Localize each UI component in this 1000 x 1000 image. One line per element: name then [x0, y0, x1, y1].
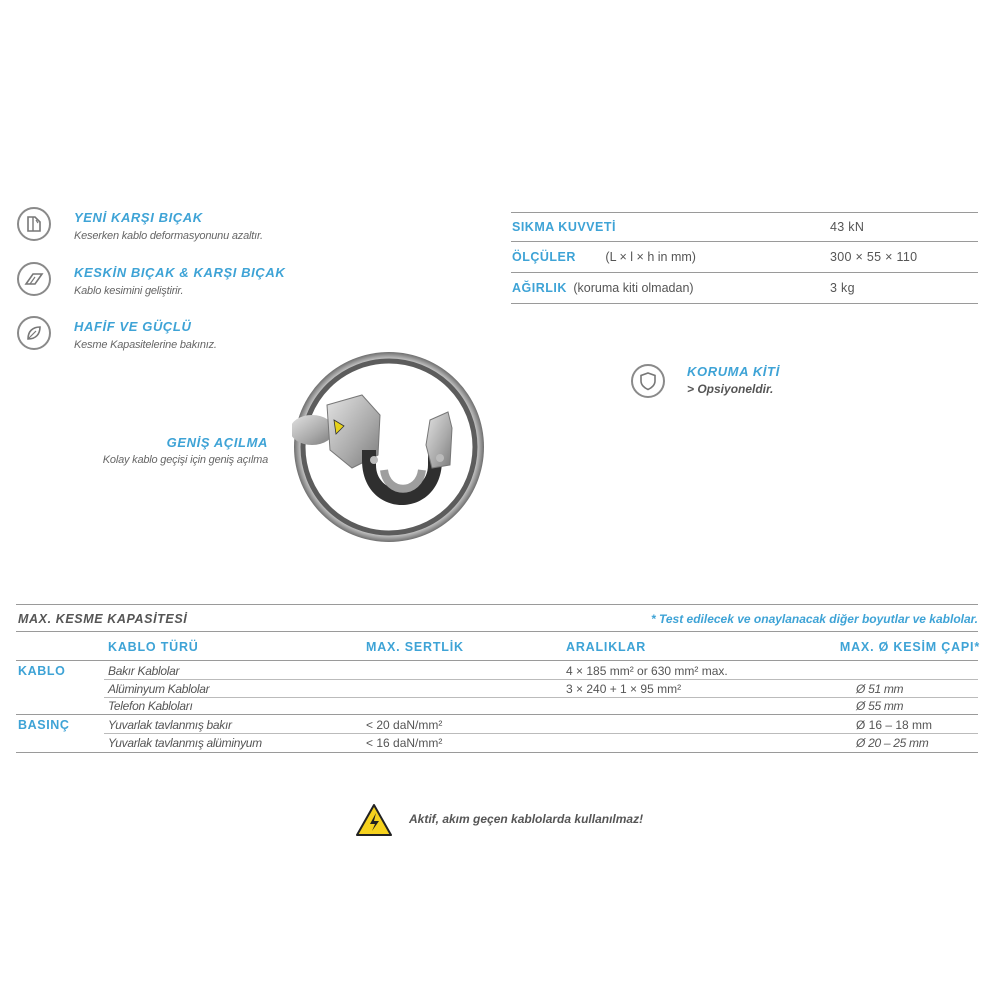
capacity-rule — [16, 660, 978, 661]
spec-label-title: ÖLÇÜLER — [512, 250, 576, 264]
row-rule — [104, 679, 978, 680]
spec-rule — [511, 272, 978, 273]
group-label-kablo: KABLO — [18, 664, 66, 678]
group-label-basinc: BASINÇ — [18, 718, 70, 732]
row-rule — [104, 733, 978, 734]
tool-head-image — [292, 350, 486, 544]
protection-kit-desc-text: > Opsiyoneldir. — [687, 382, 774, 396]
feature-desc: Keserken kablo deformasyonunu azaltır. — [74, 230, 263, 242]
cell-type: Telefon Kabloları — [108, 699, 193, 713]
cell-diameter: Ø 20 – 25 mm — [856, 736, 929, 750]
protection-kit-desc — [687, 382, 773, 396]
spec-rule — [511, 212, 978, 213]
cell-diameter: Ø 55 mm — [856, 699, 904, 713]
spec-label-title: AĞIRLIK — [512, 281, 567, 295]
column-header: KABLO TÜRÜ — [108, 640, 199, 654]
spec-label-note: (L × l × h in mm) — [605, 250, 696, 264]
cell-type: Alüminyum Kablolar — [108, 682, 210, 696]
warning-text: Aktif, akım geçen kablolarda kullanılmaz! — [409, 812, 644, 826]
spec-label-note: (koruma kiti olmadan) — [573, 281, 694, 295]
spec-label — [512, 250, 696, 264]
capacity-rule — [16, 752, 978, 753]
spec-value: 43 kN — [830, 220, 865, 234]
capacity-note: * Test edilecek ve onaylanacak diğer boyutlar ve kablolar. — [650, 612, 978, 626]
cell-hardness: < 20 daN/mm² — [366, 718, 443, 732]
counter-blade-icon — [17, 207, 51, 241]
capacity-rule — [16, 604, 978, 605]
capacity-rule — [16, 714, 978, 715]
cell-type: Yuvarlak tavlanmış alüminyum — [108, 736, 262, 750]
high-voltage-warning-icon — [355, 803, 393, 837]
column-header: MAX. Ø KESİM ÇAPI* — [839, 640, 980, 654]
sharp-blade-icon — [17, 262, 51, 296]
row-rule — [104, 697, 978, 698]
feature-desc: Kesme Kapasitelerine bakınız. — [74, 339, 217, 351]
column-header: ARALIKLAR — [566, 640, 647, 654]
feature-title: HAFİF VE GÜÇLÜ — [74, 319, 192, 334]
spec-rule — [511, 303, 978, 304]
spec-label — [512, 281, 694, 295]
cell-type: Bakır Kablolar — [108, 664, 180, 678]
spec-value: 3 kg — [830, 281, 855, 295]
cell-range: 3 × 240 + 1 × 95 mm² — [566, 682, 682, 696]
protection-kit-title: KORUMA KİTİ — [687, 364, 780, 379]
feature-title: YENİ KARŞI BIÇAK — [74, 210, 203, 225]
spec-value: 300 × 55 × 110 — [830, 250, 918, 264]
feature-desc: Kablo kesimini geliştirir. — [74, 285, 184, 297]
cell-diameter: Ø 51 mm — [856, 682, 904, 696]
spec-rule — [511, 241, 978, 242]
column-header: MAX. SERTLİK — [366, 640, 464, 654]
wide-opening-title: GENİŞ AÇILMA — [166, 435, 268, 450]
cell-diameter: Ø 16 – 18 mm — [856, 718, 933, 732]
leaf-icon — [17, 316, 51, 350]
capacity-rule — [16, 631, 978, 632]
wide-opening-desc: Kolay kablo geçişi için geniş açılma — [102, 454, 268, 466]
spec-label-title: SIKMA KUVVETİ — [512, 220, 616, 234]
spec-label — [512, 220, 616, 234]
shield-icon — [631, 364, 665, 398]
capacity-title: MAX. KESME KAPASİTESİ — [18, 612, 188, 626]
cell-range: 4 × 185 mm² or 630 mm² max. — [566, 664, 728, 678]
cell-hardness: < 16 daN/mm² — [366, 736, 443, 750]
feature-title: KESKİN BIÇAK & KARŞI BIÇAK — [74, 265, 286, 280]
cell-type: Yuvarlak tavlanmış bakır — [108, 718, 232, 732]
